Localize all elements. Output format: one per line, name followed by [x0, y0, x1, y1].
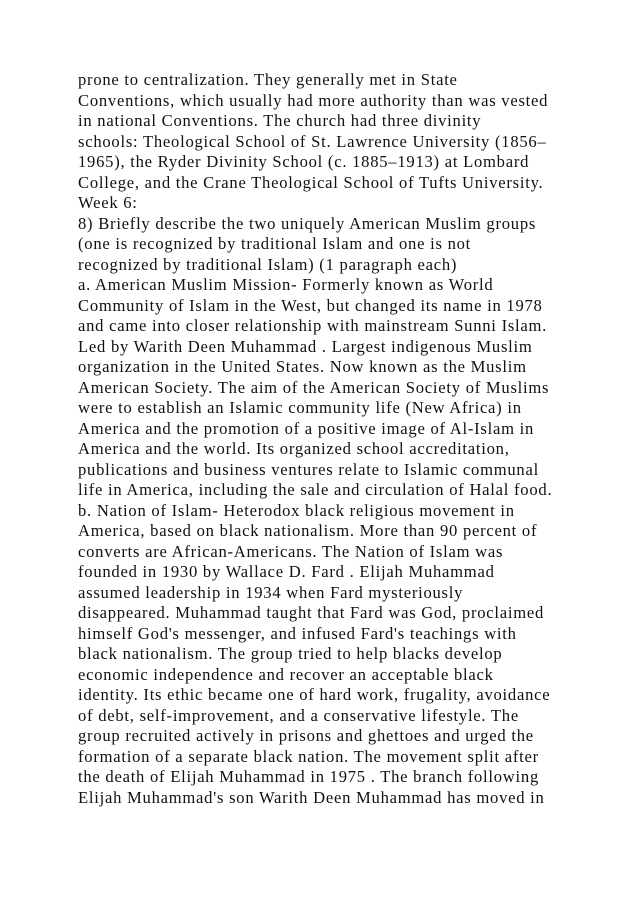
answer-a-line: organization in the United States. Now known as the Muslim	[78, 357, 527, 376]
answer-a-line: Community of Islam in the West, but changed its name in 1978	[78, 295, 543, 315]
answer-a-line: a. American Muslim Mission- Formerly known as World	[78, 275, 494, 294]
answer-b-line: disappeared. Muhammad taught that Fard was God, proclaimed	[78, 603, 545, 622]
answer-a-line: America and the promotion of a positive image of Al-Islam in	[78, 418, 535, 438]
answer-a-line: life in America, including the sale and circulation of Halal food.	[78, 480, 553, 499]
question-line: 8) Briefly describe the two uniquely American Muslim groups	[78, 213, 537, 233]
question-line: (one is recognized by traditional Islam and one is not	[78, 234, 472, 253]
answer-b-line: the death of Elijah Muhammad in 1975 . The branch following	[78, 767, 539, 786]
text-line: Conventions, which usually had more authority than was vested	[78, 90, 549, 110]
text-line: schools: Theological School of St. Lawrence University (1856–	[78, 131, 547, 151]
answer-b-line: formation of a separate black nation. The movement split after	[78, 746, 539, 766]
answer-b-line: himself God's messenger, and infused Fard's teachings with	[78, 623, 517, 643]
answer-b-line: economic independence and recover an acceptable black	[78, 664, 494, 684]
answer-a-line: were to establish an Islamic community life (New Africa) in	[78, 398, 522, 417]
answer-a-line: America and the world. Its organized school accreditation,	[78, 439, 510, 458]
answer-b-line: of debt, self-improvement, and a conservative lifestyle. The	[78, 705, 519, 725]
text-line: prone to centralization. They generally met in State	[78, 70, 458, 89]
text-line: College, and the Crane Theological School of Tufts University.	[78, 172, 544, 192]
answer-b-line: Elijah Muhammad's son Warith Deen Muhammad has moved in	[78, 787, 545, 807]
document-body-text	[78, 70, 623, 808]
week-heading: Week 6:	[78, 193, 138, 212]
answer-a-line: American Society. The aim of the American Society of Muslims	[78, 377, 550, 397]
answer-a-line: Led by Warith Deen Muhammad . Largest indigenous Muslim	[78, 336, 533, 356]
answer-b-line: founded in 1930 by Wallace D. Fard . Elijah Muhammad	[78, 562, 495, 581]
answer-b-line: assumed leadership in 1934 when Fard mysteriously	[78, 582, 464, 602]
question-line: recognized by traditional Islam) (1 paragraph each)	[78, 254, 458, 274]
answer-b-line: b. Nation of Islam- Heterodox black religious movement in	[78, 500, 515, 520]
answer-a-line: publications and business ventures relate to Islamic communal	[78, 459, 539, 479]
answer-b-line: identity. Its ethic became one of hard work, frugality, avoidance	[78, 685, 551, 704]
answer-a-line: and came into closer relationship with mainstream Sunni Islam.	[78, 316, 548, 335]
text-line: in national Conventions. The church had three divinity	[78, 111, 482, 130]
answer-b-line: America, based on black nationalism. More than 90 percent of	[78, 521, 538, 540]
answer-b-line: black nationalism. The group tried to help blacks develop	[78, 644, 503, 663]
text-line: 1965), the Ryder Divinity School (c. 1885–1913) at Lombard	[78, 152, 530, 171]
answer-b-line: converts are African-Americans. The Nation of Islam was	[78, 541, 504, 561]
answer-b-line: group recruited actively in prisons and ghettoes and urged the	[78, 726, 534, 745]
